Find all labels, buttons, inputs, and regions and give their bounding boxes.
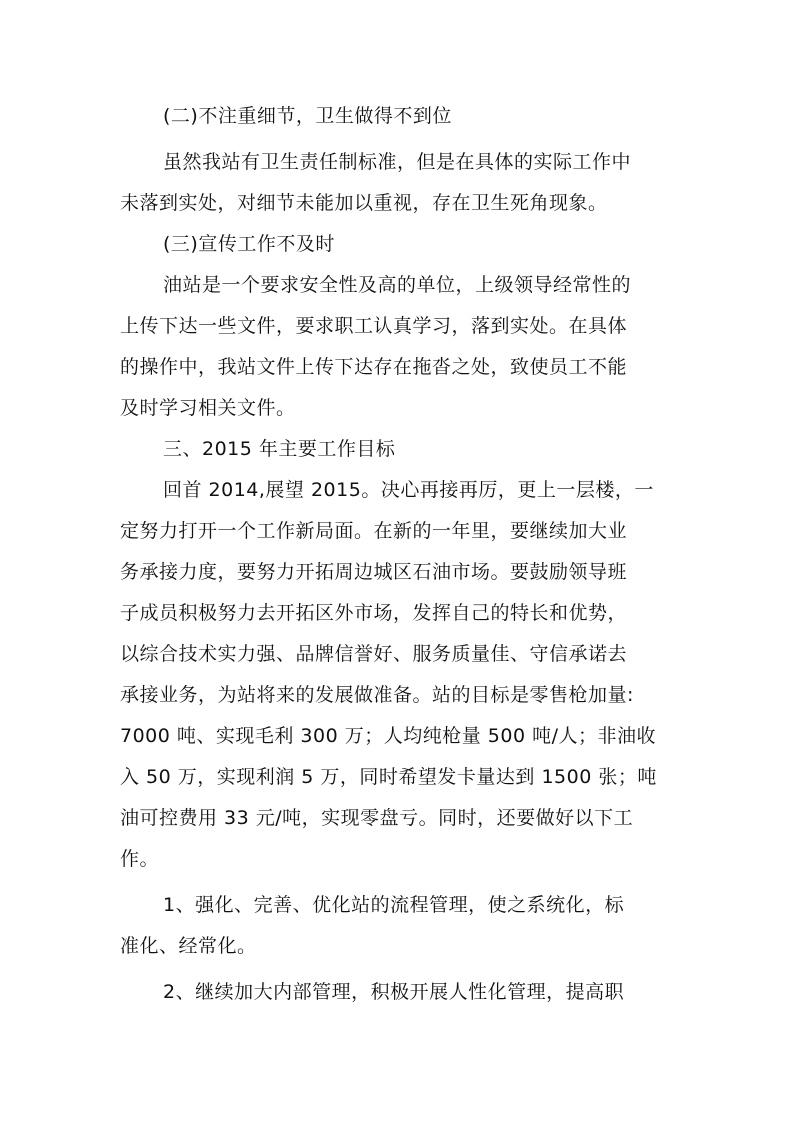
- paragraph-line: 7000 吨、实现毛利 300 万；人均纯枪量 500 吨/人；非油收: [120, 725, 656, 747]
- paragraph-line: 回首 2014,展望 2015。决心再接再厉，更上一层楼，一: [163, 479, 654, 501]
- paragraph-line: 油站是一个要求安全性及高的单位，上级领导经常性的: [163, 274, 632, 296]
- paragraph-line: 务承接力度，要努力开拓周边城区石油市场。要鼓励领导班: [120, 561, 628, 583]
- paragraph-line: 定努力打开一个工作新局面。在新的一年里，要继续加大业: [120, 520, 628, 542]
- paragraph-line: 虽然我站有卫生责任制标准，但是在具体的实际工作中: [163, 151, 632, 173]
- section-heading: (二)不注重细节，卫生做得不到位: [163, 105, 452, 127]
- list-item: 1、强化、完善、优化站的流程管理，使之系统化，标: [163, 894, 625, 916]
- section-heading: 三、2015 年主要工作目标: [163, 438, 396, 460]
- paragraph-line: 子成员积极努力去开拓区外市场，发挥自己的特长和优势，: [120, 602, 628, 624]
- paragraph-line: 以综合技术实力强、品牌信誉好、服务质量佳、守信承诺去: [120, 643, 628, 665]
- section-heading: (三)宣传工作不及时: [163, 233, 335, 255]
- paragraph-line: 及时学习相关文件。: [120, 397, 296, 419]
- list-item: 2、继续加大内部管理，积极开展人性化管理，提高职: [163, 981, 625, 1003]
- paragraph-line: 作。: [120, 848, 160, 870]
- paragraph-line: 油可控费用 33 元/吨，实现零盘亏。同时，还要做好以下工: [120, 807, 634, 829]
- paragraph-line: 未落到实处，对细节未能加以重视，存在卫生死角现象。: [120, 192, 608, 214]
- paragraph-line: 的操作中，我站文件上传下达存在拖沓之处，致使员工不能: [120, 356, 628, 378]
- list-item-continuation: 准化、经常化。: [120, 935, 257, 957]
- paragraph-line: 上传下达一些文件，要求职工认真学习，落到实处。在具体: [120, 315, 628, 337]
- paragraph-line: 入 50 万，实现利润 5 万，同时希望发卡量达到 1500 张；吨: [120, 766, 657, 788]
- paragraph-line: 承接业务，为站将来的发展做准备。站的目标是零售枪加量:: [120, 684, 634, 706]
